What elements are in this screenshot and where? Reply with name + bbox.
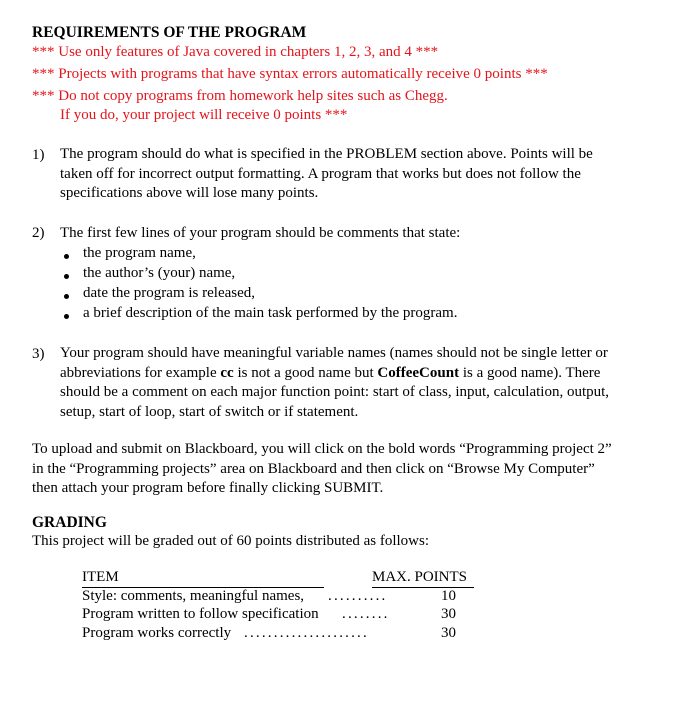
warning-syntax-errors: *** Projects with programs that have syntax errors automatically receive 0 points *** — [32, 66, 548, 82]
table-header-points: MAX. POINTS — [372, 569, 468, 585]
table-row-points: 10 — [441, 588, 456, 604]
item-number: 3) — [32, 346, 45, 362]
table-row-points: 30 — [441, 625, 456, 641]
table-row-item: Style: comments, meaningful names, — [82, 588, 305, 604]
upload-instructions — [32, 440, 612, 499]
requirement-1-line: specifications above will lose many points. — [60, 185, 319, 202]
item-number: 1) — [32, 147, 45, 163]
bullet-icon — [64, 314, 69, 319]
requirement-3-line: Your program should have meaningful variable names (names should not be single letter or — [60, 345, 608, 361]
table-row-item: Program works correctly — [82, 625, 232, 641]
bullet-item: a brief description of the main task performed by the program. — [83, 305, 458, 321]
section-heading: REQUIREMENTS OF THE PROGRAM — [32, 24, 307, 41]
requirement-3-line: abbreviations for example cc is not a good name but CoffeeCount is a good name). There — [60, 364, 601, 381]
requirement-3 — [60, 344, 609, 422]
requirement-3-line: should be a comment on each major function point: start of class, input, calculation, output, — [60, 384, 610, 401]
bullet-icon — [64, 274, 69, 279]
leader-dots: .......... — [328, 588, 388, 604]
upload-line: To upload and submit on Blackboard, you will click on the bold words “Programming project 2” — [32, 441, 612, 457]
upload-line: in the “Programming projects” area on Blackboard and then click on “Browse My Computer” — [32, 460, 595, 477]
bullet-item: the program name, — [83, 245, 196, 261]
warning-zero-points: If you do, your project will receive 0 points *** — [60, 107, 348, 123]
upload-line: then attach your program before finally clicking SUBMIT. — [32, 480, 384, 497]
warning-no-copy: *** Do not copy programs from homework help sites such as Chegg. — [32, 88, 448, 104]
item-number: 2) — [32, 225, 45, 241]
bullet-item: date the program is released, — [83, 285, 256, 301]
grading-intro: This project will be graded out of 60 points distributed as follows: — [32, 533, 430, 549]
leader-dots: ..................... — [244, 625, 369, 641]
requirement-1-line: The program should do what is specified in the PROBLEM section above. Points will be — [60, 146, 593, 162]
requirement-1-line: taken off for incorrect output formatting. A program that works but does not follow the — [60, 165, 581, 182]
bold-coffeecount: CoffeeCount — [377, 364, 460, 381]
grading-heading: GRADING — [32, 514, 107, 531]
bullet-item: the author’s (your) name, — [83, 265, 236, 281]
leader-dots: ........ — [342, 606, 390, 622]
bold-cc: cc — [220, 364, 234, 381]
requirement-1 — [60, 145, 593, 204]
bullet-icon — [64, 294, 69, 299]
requirement-2-intro: The first few lines of your program should be comments that state: — [60, 225, 461, 241]
table-row-points: 30 — [441, 606, 456, 622]
warning-java-features: *** Use only features of Java covered in chapters 1, 2, 3, and 4 *** — [32, 44, 439, 60]
requirement-3-line: setup, start of loop, start of switch or if statement. — [60, 403, 359, 420]
table-header-item: ITEM — [82, 569, 119, 585]
bullet-icon — [64, 254, 69, 259]
table-row-item: Program written to follow specification — [82, 606, 319, 622]
